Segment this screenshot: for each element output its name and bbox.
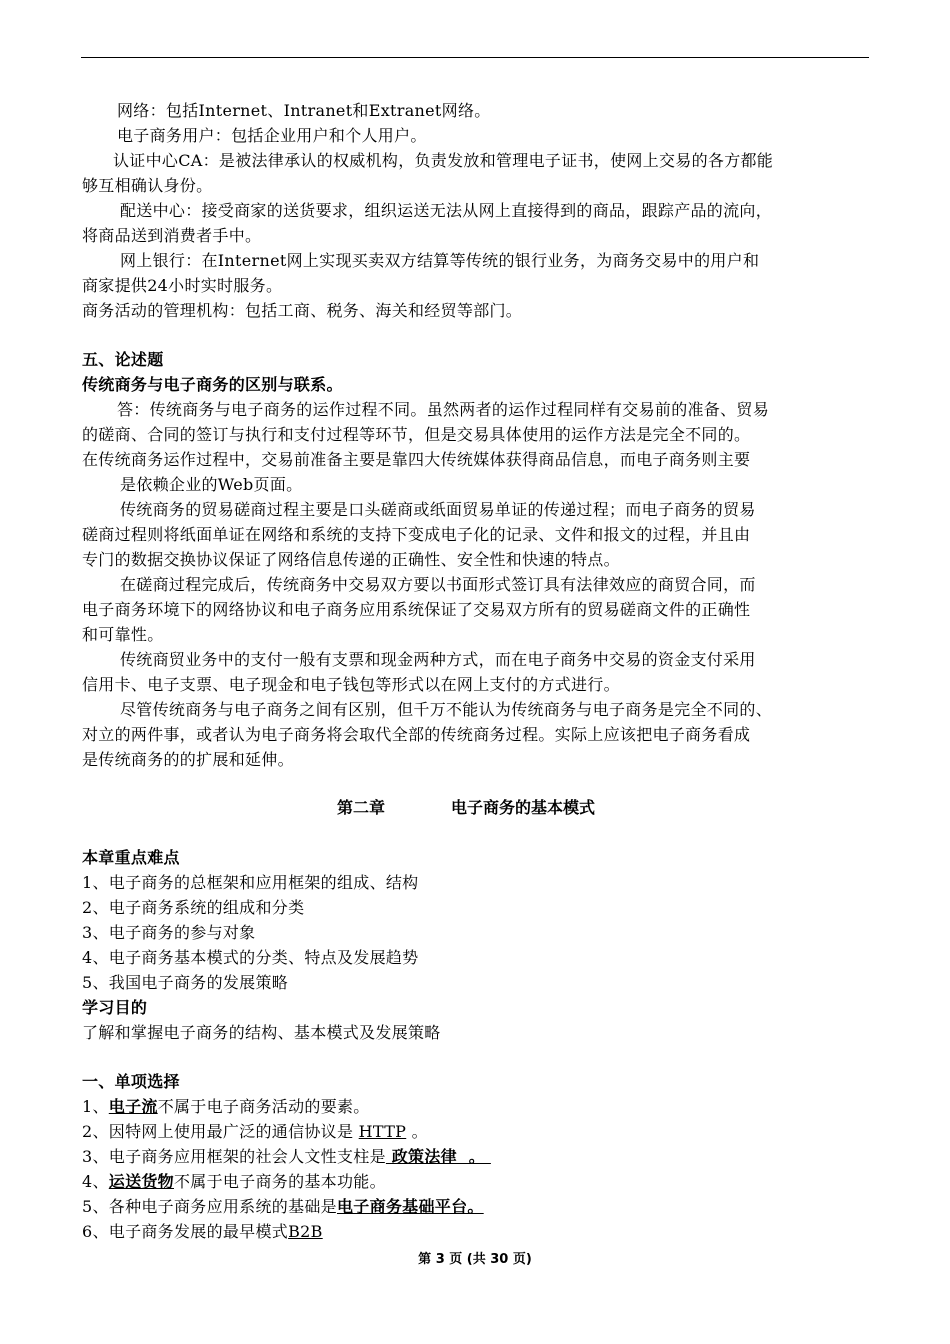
answer-line: 是传统商务的的扩展和延伸。: [82, 750, 294, 769]
text-line: 配送中心：接受商家的送货要求，组织运送无法从网上直接得到的商品，跟踪产品的流向，: [120, 201, 773, 220]
answer-blank: 政策法律 。: [385, 1147, 491, 1166]
list-item: 2、电子商务系统的组成和分类: [82, 898, 305, 917]
question-1: 1、电子流不属于电子商务活动的要素。: [82, 1097, 370, 1116]
answer-line: 电子商务环境下的网络协议和电子商务应用系统保证了交易双方所有的贸易磋商文件的正确性: [82, 600, 751, 619]
list-item: 3、电子商务的参与对象: [82, 923, 256, 942]
objectives-text: 了解和掌握电子商务的结构、基本模式及发展策略: [82, 1023, 441, 1042]
list-item: 1、电子商务的总框架和应用框架的组成、结构: [82, 873, 419, 892]
section-heading-essay: 五、论述题: [82, 350, 164, 369]
answer-line: 传统商务的贸易磋商过程主要是口头磋商或纸面贸易单证的传递过程；而电子商务的贸易: [120, 500, 756, 519]
answer-line: 对立的两件事，或者认为电子商务将会取代全部的传统商务过程。实际上应该把电子商务看成: [82, 725, 751, 744]
question-6: 6、电子商务发展的最早模式B2B: [82, 1222, 323, 1241]
answer-line: 信用卡、电子支票、电子现金和电子钱包等形式以在网上支付的方式进行。: [82, 675, 620, 694]
question-2: 2、因特网上使用最广泛的通信协议是 HTTP 。: [82, 1122, 428, 1141]
question-5: 5、各种电子商务应用系统的基础是电子商务基础平台。: [82, 1197, 484, 1216]
chapter-number: 第二章: [337, 798, 386, 817]
answer-line: 在传统商务运作过程中，交易前准备主要是靠四大传统媒体获得商品信息，而电子商务则主要: [82, 450, 751, 469]
text-line: 网络：包括Internet、Intranet和Extranet网络。: [117, 101, 491, 120]
answer-line: 尽管传统商务与电子商务之间有区别，但千万不能认为传统商务与电子商务是完全不同的、: [120, 700, 773, 719]
text-line: 够互相确认身份。: [82, 176, 213, 195]
list-item: 4、电子商务基本模式的分类、特点及发展趋势: [82, 948, 419, 967]
question-3: 3、电子商务应用框架的社会人文性支柱是 政策法律 。: [82, 1147, 491, 1166]
essay-question: 传统商务与电子商务的区别与联系。: [82, 375, 343, 394]
text-line: 认证中心CA：是被法律承认的权威机构，负责发放和管理电子证书，使网上交易的各方都能: [113, 151, 774, 170]
key-points-heading: 本章重点难点: [82, 848, 180, 867]
answer-blank: 电子商务基础平台。: [336, 1197, 484, 1216]
answer-blank: 电子流: [108, 1097, 158, 1116]
answer-line: 传统商贸业务中的支付一般有支票和现金两种方式，而在电子商务中交易的资金支付采用: [120, 650, 756, 669]
question-4: 4、运送货物不属于电子商务的基本功能。: [82, 1172, 386, 1191]
page-footer: 第 3 页 (共 30 页): [418, 1252, 532, 1267]
single-choice-heading: 一、单项选择: [82, 1072, 180, 1091]
text-line: 将商品送到消费者手中。: [82, 226, 262, 245]
header-rule: [81, 57, 869, 58]
text-line: 商家提供24小时实时服务。: [82, 276, 283, 295]
text-line: 商务活动的管理机构：包括工商、税务、海关和经贸等部门。: [82, 301, 523, 320]
answer-line: 磋商过程则将纸面单证在网络和系统的支持下变成电子化的记录、文件和报文的过程，并且由: [82, 525, 751, 544]
answer-line: 是依赖企业的Web页面。: [120, 475, 303, 494]
answer-blank: HTTP: [358, 1122, 407, 1141]
answer-blank: B2B: [288, 1222, 323, 1241]
objectives-heading: 学习目的: [82, 998, 148, 1017]
answer-line: 在磋商过程完成后，传统商务中交易双方要以书面形式签订具有法律效应的商贸合同，而: [120, 575, 756, 594]
text-line: 电子商务用户：包括企业用户和个人用户。: [117, 126, 427, 145]
answer-blank: 运送货物: [108, 1172, 174, 1191]
list-item: 5、我国电子商务的发展策略: [82, 973, 289, 992]
answer-line: 答：传统商务与电子商务的运作过程不同。虽然两者的运作过程同样有交易前的准备、贸易: [117, 400, 770, 419]
answer-line: 和可靠性。: [82, 625, 164, 644]
answer-line: 专门的数据交换协议保证了网络信息传递的正确性、安全性和快速的特点。: [82, 550, 620, 569]
chapter-title: 电子商务的基本模式: [451, 798, 596, 817]
answer-line: 的磋商、合同的签订与执行和支付过程等环节，但是交易具体使用的运作方法是完全不同的。: [82, 425, 751, 444]
text-line: 网上银行：在Internet网上实现买卖双方结算等传统的银行业务，为商务交易中的用户和: [120, 251, 760, 270]
